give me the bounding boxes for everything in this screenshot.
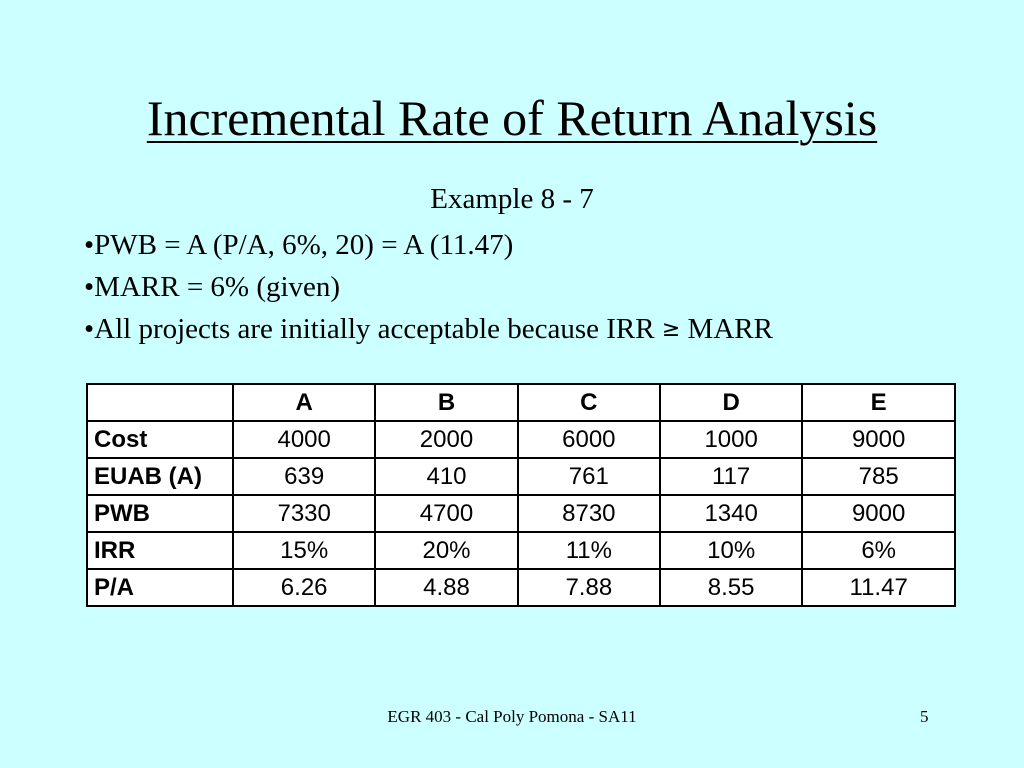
table-column-header: C [518,384,660,421]
table-cell: 1340 [660,495,802,532]
table-cell: 6000 [518,421,660,458]
table-cell: 11% [518,532,660,569]
row-label: Cost [87,421,233,458]
table-cell: 10% [660,532,802,569]
table-row [87,569,955,606]
table-row [87,495,955,532]
table-cell: 117 [660,458,802,495]
table-cell: 8.55 [660,569,802,606]
table-cell: 8730 [518,495,660,532]
bullet-item: •MARR = 6% (given) [84,271,341,303]
table-cell: 20% [375,532,517,569]
table-cell: 7330 [233,495,375,532]
bullet-item: •PWB = A (P/A, 6%, 20) = A (11.47) [84,229,514,261]
projects-table [86,383,956,607]
table-column-header: A [233,384,375,421]
slide-title: Incremental Rate of Return Analysis [146,90,878,146]
bullet-text: •All projects are initially acceptable because IRR [84,313,655,345]
table-cell: 410 [375,458,517,495]
table-cell: 11.47 [802,569,955,606]
row-label: IRR [87,532,233,569]
row-label: P/A [87,569,233,606]
table-row [87,532,955,569]
row-label: EUAB (A) [87,458,233,495]
table-cell: 761 [518,458,660,495]
row-label: PWB [87,495,233,532]
table-cell: 6% [802,532,955,569]
slide-footer: EGR 403 - Cal Poly Pomona - SA11 [387,707,637,726]
slide-subtitle: Example 8 - 7 [430,183,594,215]
table-cell: 15% [233,532,375,569]
bullet-item [84,308,773,351]
table-column-header: D [660,384,802,421]
table-column-header: B [375,384,517,421]
table-cell: 785 [802,458,955,495]
table-cell: 2000 [375,421,517,458]
table-row [87,458,955,495]
table-cell: 4000 [233,421,375,458]
table-cell: 7.88 [518,569,660,606]
table-cell: 1000 [660,421,802,458]
table-cell: 639 [233,458,375,495]
table-header-row [87,384,955,421]
table-cell: 4700 [375,495,517,532]
table-cell: 4.88 [375,569,517,606]
table-cell: 9000 [802,421,955,458]
bullet-list [84,224,773,351]
table-row [87,421,955,458]
table-corner-cell [87,384,233,421]
table-cell: 6.26 [233,569,375,606]
table-cell: 9000 [802,495,955,532]
page-number: 5 [920,707,929,726]
table-column-header: E [802,384,955,421]
bullet-text: MARR [680,313,773,345]
greater-equal-symbol: ≥ [661,317,681,342]
